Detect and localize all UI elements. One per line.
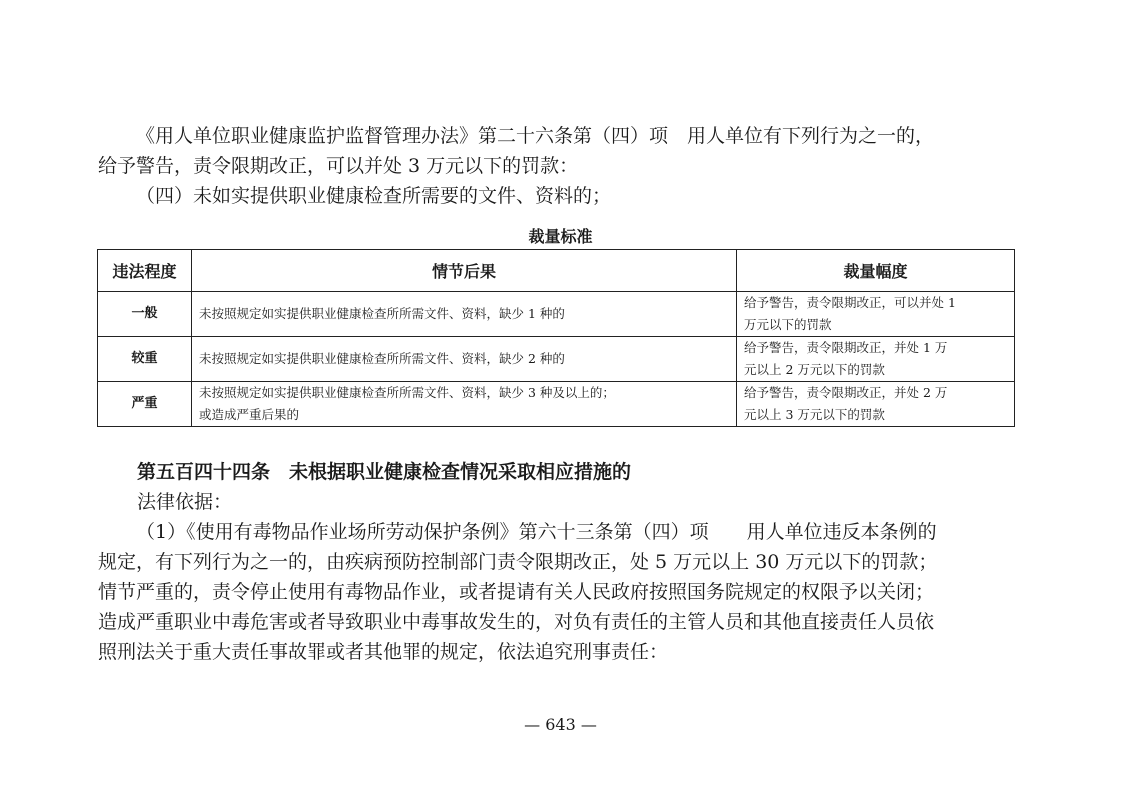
degree-cell: 严重 <box>98 382 192 427</box>
circumstances-cell <box>192 382 737 427</box>
page-number: — 643 — <box>524 715 597 734</box>
cell-line: 未按照规定如实提供职业健康检查所所需文件、资料，缺少 1 种的 <box>199 306 565 321</box>
cell-line: 或造成严重后果的 <box>199 407 300 422</box>
paragraph-line: 造成严重职业中毒危害或者导致职业中毒事故发生的，对负有责任的主管人员和其他直接责任人员依 <box>98 611 935 633</box>
header-penalty: 裁量幅度 <box>737 250 1015 292</box>
cell-line: 万元以下的罚款 <box>744 317 832 332</box>
table-row <box>98 337 1015 382</box>
paragraph-line: 《用人单位职业健康监护监督管理办法》第二十六条第（四）项 用人单位有下列行为之一的， <box>136 125 935 147</box>
penalty-cell <box>737 337 1015 382</box>
paragraph-line: 给予警告，责令限期改正，可以并处 3 万元以下的罚款： <box>98 155 579 177</box>
cell-line: 给予警告，责令限期改正，并处 1 万 <box>744 340 948 355</box>
discretion-standard-table <box>97 249 1015 427</box>
table-row <box>98 382 1015 427</box>
section-heading: 第五百四十四条 未根据职业健康检查情况采取相应措施的 <box>137 461 632 483</box>
paragraph-line: 规定，有下列行为之一的，由疾病预防控制部门责令限期改正，处 5 万元以上 30 万元以下的罚款； <box>98 551 938 573</box>
cell-line: 元以上 2 万元以下的罚款 <box>744 362 885 377</box>
header-degree: 违法程度 <box>98 250 192 292</box>
paragraph-article-26 <box>98 121 1028 181</box>
table-row <box>98 292 1015 337</box>
cell-line: 元以上 3 万元以下的罚款 <box>744 407 885 422</box>
degree-cell: 较重 <box>98 337 192 382</box>
penalty-cell <box>737 292 1015 337</box>
paragraph-item-4: （四）未如实提供职业健康检查所需要的文件、资料的； <box>136 185 612 207</box>
cell-line: 给予警告，责令限期改正，可以并处 1 <box>744 295 956 310</box>
cell-line: 未按照规定如实提供职业健康检查所所需文件、资料，缺少 3 种及以上的； <box>199 385 615 400</box>
paragraph-line: 情节严重的，责令停止使用有毒物品作业，或者提请有关人民政府按照国务院规定的权限予以关闭； <box>98 581 935 603</box>
paragraph-line: 照刑法关于重大责任事故罪或者其他罪的规定，依法追究刑事责任： <box>98 641 669 663</box>
penalty-cell <box>737 382 1015 427</box>
paragraph-line: （1）《使用有毒物品作业场所劳动保护条例》第六十三条第（四）项 用人单位违反本条例的 <box>136 521 937 543</box>
circumstances-cell <box>192 337 737 382</box>
table-title: 裁量标准 <box>528 227 593 246</box>
table-header-row <box>98 250 1015 292</box>
legal-basis-label: 法律依据： <box>137 491 233 513</box>
cell-line: 给予警告，责令限期改正，并处 2 万 <box>744 385 948 400</box>
degree-cell: 一般 <box>98 292 192 337</box>
header-circumstances: 情节后果 <box>192 250 737 292</box>
circumstances-cell <box>192 292 737 337</box>
paragraph-article-63 <box>98 517 1028 667</box>
cell-line: 未按照规定如实提供职业健康检查所所需文件、资料，缺少 2 种的 <box>199 351 565 366</box>
